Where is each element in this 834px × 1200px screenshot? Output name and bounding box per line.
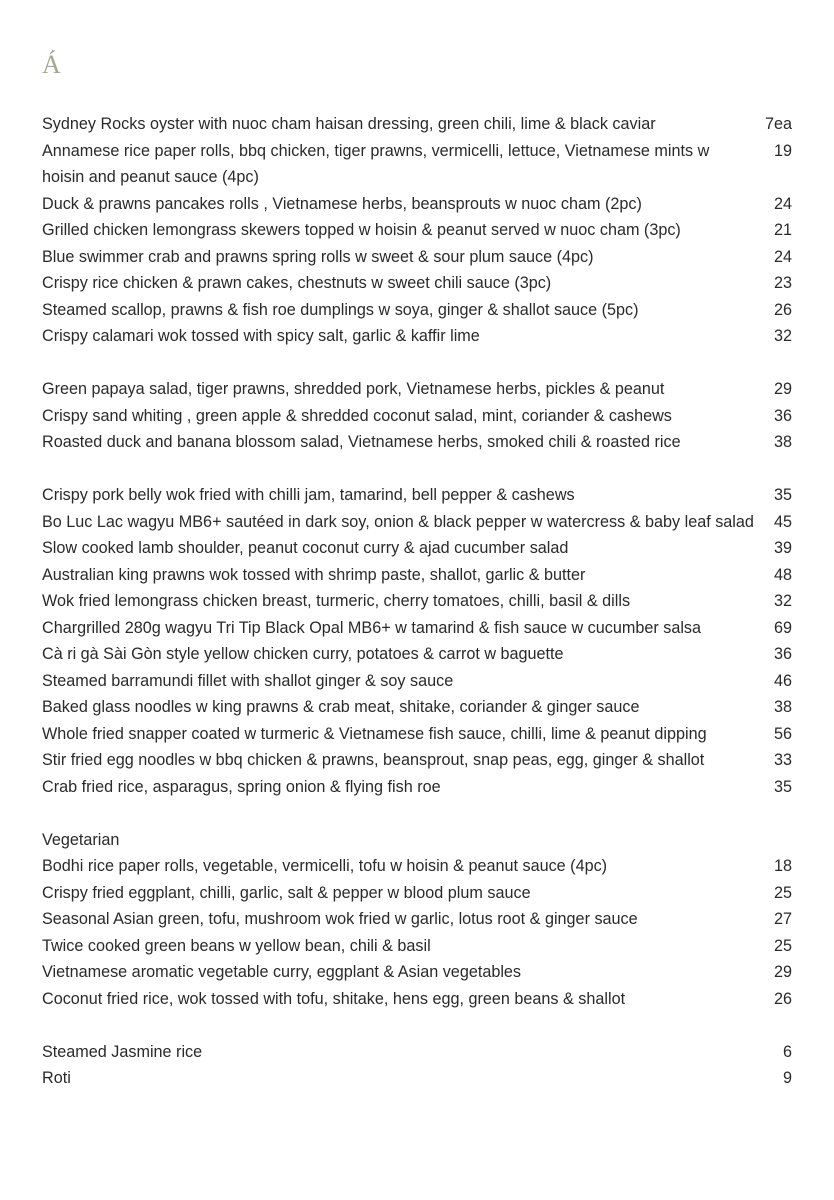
menu-item-price: 25: [773, 883, 792, 902]
menu-item: [42, 774, 792, 801]
menu-item-price: 24: [773, 194, 792, 213]
menu-item: [42, 933, 792, 960]
menu-item-price: 6: [782, 1042, 792, 1061]
menu-item: [42, 111, 792, 138]
menu-item: [42, 853, 792, 880]
menu-item-name: Coconut fried rice, wok tossed with tofu, shitake, hens egg, green beans & shallot: [42, 989, 626, 1008]
menu-item-name: Cà ri gà Sài Gòn style yellow chicken curry, potatoes & carrot w baguette: [42, 645, 564, 663]
menu-item-price: 36: [773, 645, 792, 663]
menu-item-price: 56: [773, 724, 792, 743]
menu-item-price: 36: [773, 406, 792, 425]
menu-item-name: Vietnamese aromatic vegetable curry, eggplant & Asian vegetables: [42, 963, 522, 981]
menu-item-name: Slow cooked lamb shoulder, peanut coconut curry & ajad cucumber salad: [42, 539, 569, 557]
section-heading: Vegetarian: [42, 830, 120, 849]
menu-item: [42, 403, 792, 430]
menu-item-price: 26: [773, 989, 792, 1008]
menu-item-price: 27: [773, 910, 792, 928]
menu-item-name: Stir fried egg noodles w bbq chicken & prawns, beansprout, snap peas, egg, ginger & shallot: [42, 751, 705, 769]
menu-item-price: 23: [773, 274, 792, 292]
menu-item-price: 39: [773, 539, 792, 557]
menu-section: [42, 111, 792, 350]
menu-item-price: 29: [773, 963, 792, 981]
menu-item-name: Sydney Rocks oyster with nuoc cham haisan dressing, green chili, lime & black caviar: [42, 115, 656, 133]
menu-item-price: 48: [773, 565, 792, 584]
menu-section: [42, 376, 792, 456]
section-spacer: [42, 456, 792, 483]
menu-item: [42, 323, 792, 350]
menu-item: [42, 217, 792, 244]
menu-item: [42, 1039, 792, 1066]
menu-item-name: Wok fried lemongrass chicken breast, turmeric, cherry tomatoes, chilli, basil & dills: [42, 592, 631, 610]
menu-list: [42, 111, 792, 1092]
menu-item-price: 18: [773, 857, 792, 875]
menu-item-name: Twice cooked green beans w yellow bean, chili & basil: [42, 936, 431, 955]
menu-item: [42, 641, 792, 668]
menu-item-name: Crispy sand whiting , green apple & shredded coconut salad, mint, coriander & cashews: [42, 406, 672, 425]
menu-item-price: 26: [773, 300, 792, 319]
menu-item-price: 25: [773, 936, 792, 955]
menu-item-name: Bodhi rice paper rolls, vegetable, vermicelli, tofu w hoisin & peanut sauce (4pc): [42, 857, 608, 875]
menu-item-price: 45: [773, 512, 792, 531]
section-spacer: [42, 800, 792, 827]
menu-item: [42, 191, 792, 218]
menu-item-price: 69: [773, 618, 792, 637]
menu-item-name: Steamed barramundi fillet with shallot ginger & soy sauce: [42, 671, 454, 690]
menu-item: [42, 297, 792, 324]
menu-item-name: Chargrilled 280g wagyu Tri Tip Black Opal MB6+ w tamarind & fish sauce w cucumber salsa: [42, 618, 702, 637]
restaurant-logo: Á: [42, 50, 61, 79]
menu-item: [42, 138, 792, 191]
menu-item-price: 29: [773, 380, 792, 398]
menu-item-price: 35: [773, 486, 792, 504]
menu-item: [42, 535, 792, 562]
menu-item-price: 32: [773, 592, 792, 610]
menu-item-price: 32: [773, 327, 792, 345]
menu-item-name: Blue swimmer crab and prawns spring rolls w sweet & sour plum sauce (4pc): [42, 247, 594, 266]
menu-item-name: Annamese rice paper rolls, bbq chicken, tiger prawns, vermicelli, lettuce, Vietnamese mints w hoisin and peanut sauce (4pc): [42, 141, 710, 186]
menu-item: [42, 906, 792, 933]
menu-item-name: Roti: [42, 1069, 71, 1087]
menu-item: [42, 694, 792, 721]
menu-item: [42, 880, 792, 907]
menu-item-name: Bo Luc Lac wagyu MB6+ sautéed in dark soy, onion & black pepper w watercress & baby leaf salad: [42, 512, 754, 531]
menu-section: [42, 482, 792, 800]
menu-item: [42, 721, 792, 748]
menu-item: [42, 588, 792, 615]
menu-item-price: 21: [773, 221, 792, 239]
menu-item-name: Crispy fried eggplant, chilli, garlic, salt & pepper w blood plum sauce: [42, 883, 531, 902]
menu-item: [42, 959, 792, 986]
menu-item: [42, 986, 792, 1013]
menu-item-price: 19: [773, 141, 792, 160]
section-spacer: [42, 1012, 792, 1039]
section-spacer: [42, 350, 792, 377]
menu-item-name: Green papaya salad, tiger prawns, shredded pork, Vietnamese herbs, pickles & peanut: [42, 380, 665, 398]
menu-item-price: 24: [773, 247, 792, 266]
menu-section: [42, 1039, 792, 1092]
menu-item-price: 33: [773, 751, 792, 769]
menu-item-name: Whole fried snapper coated w turmeric & Vietnamese fish sauce, chilli, lime & peanut dipping: [42, 724, 707, 743]
menu-item: [42, 509, 792, 536]
menu-item: [42, 668, 792, 695]
menu-item-price: 46: [773, 671, 792, 690]
menu-item: [42, 1065, 792, 1092]
menu-item-price: 9: [782, 1069, 792, 1087]
menu-item-name: Australian king prawns wok tossed with shrimp paste, shallot, garlic & butter: [42, 565, 586, 584]
menu-item-name: Roasted duck and banana blossom salad, Vietnamese herbs, smoked chili & roasted rice: [42, 433, 681, 451]
menu-item: [42, 244, 792, 271]
menu-item-name: Seasonal Asian green, tofu, mushroom wok fried w garlic, lotus root & ginger sauce: [42, 910, 638, 928]
menu-item-name: Steamed scallop, prawns & fish roe dumplings w soya, ginger & shallot sauce (5pc): [42, 300, 639, 319]
menu-item-name: Crab fried rice, asparagus, spring onion & flying fish roe: [42, 777, 441, 796]
menu-item: [42, 747, 792, 774]
menu-item: [42, 562, 792, 589]
menu-item: [42, 270, 792, 297]
menu-item: [42, 482, 792, 509]
menu-item-name: Steamed Jasmine rice: [42, 1042, 203, 1061]
menu-section: [42, 827, 792, 1013]
menu-item: [42, 376, 792, 403]
menu-item-name: Baked glass noodles w king prawns & crab meat, shitake, coriander & ginger sauce: [42, 698, 640, 716]
menu-item-name: Crispy calamari wok tossed with spicy salt, garlic & kaffir lime: [42, 327, 480, 345]
menu-item: [42, 615, 792, 642]
menu-item-price: 38: [773, 433, 792, 451]
menu-item-name: Grilled chicken lemongrass skewers topped w hoisin & peanut served w nuoc cham (3pc): [42, 221, 681, 239]
menu-item-name: Crispy pork belly wok fried with chilli jam, tamarind, bell pepper & cashews: [42, 486, 575, 504]
menu-item-name: Duck & prawns pancakes rolls , Vietnamese herbs, beansprouts w nuoc cham (2pc): [42, 194, 642, 213]
menu-item-price: 38: [773, 698, 792, 716]
menu-item-price: 35: [773, 777, 792, 796]
menu-item-name: Crispy rice chicken & prawn cakes, chestnuts w sweet chili sauce (3pc): [42, 274, 552, 292]
menu-item-price: 7ea: [764, 115, 792, 133]
menu-item: [42, 429, 792, 456]
